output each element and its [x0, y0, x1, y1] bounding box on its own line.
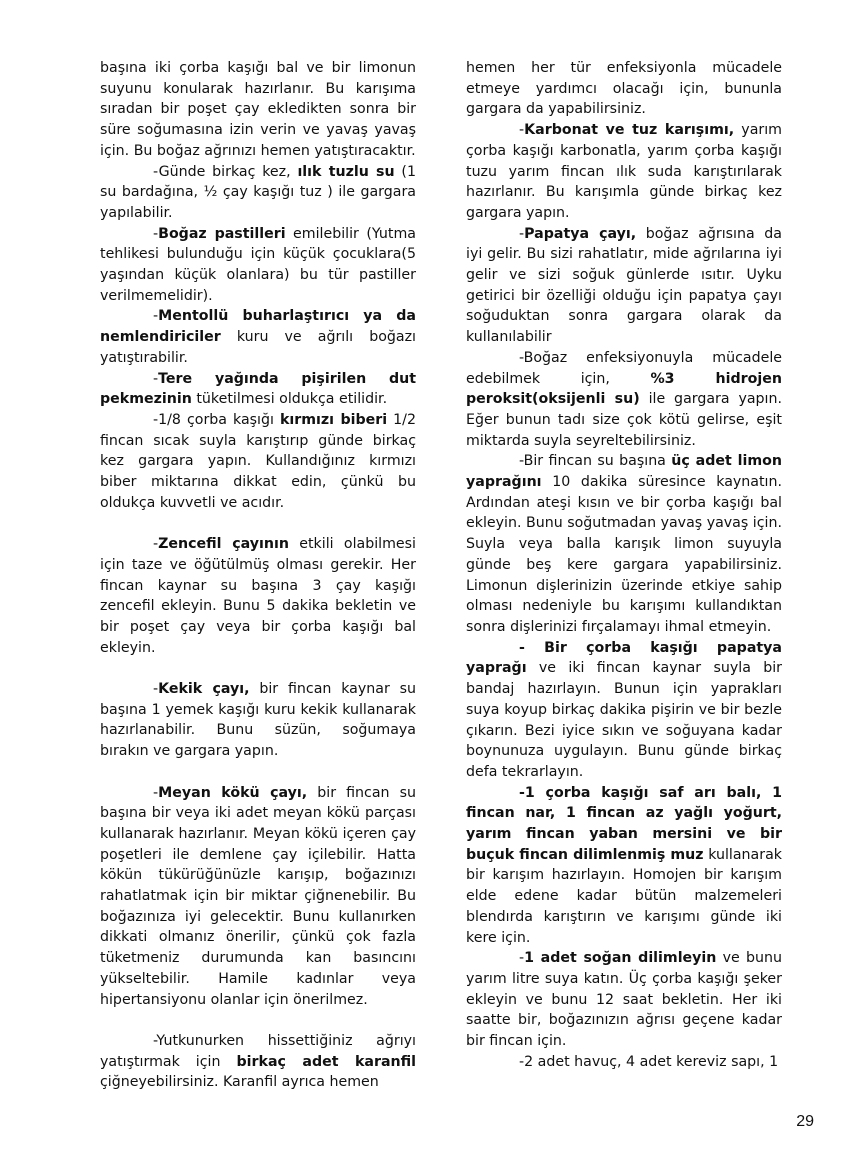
bold-text: Meyan kökü çayı,: [158, 784, 308, 801]
paragraph: [100, 783, 416, 1011]
paragraph: [466, 1052, 782, 1073]
bold-text: Boğaz pastilleri: [158, 225, 286, 242]
text-run: ile gargara yapın. Eğer bunun tadı size çok kötü gelirse, eşit miktarda suyla seyreltebilirsiniz.: [466, 391, 782, 449]
paragraph: [100, 224, 416, 307]
text-run: ve bunu yarım litre suya katın. Üç çorba kaşığı şeker ekleyin ve bunu 12 saat bekletin. Her iki saatte bir, boğazınızın ağrısı geçene kadar bir fincan için.: [466, 950, 782, 1050]
bold-text: Karbonat ve tuz karışımı,: [524, 122, 735, 139]
text-run: -: [153, 536, 159, 553]
text-run: bir fincan su başına bir veya iki adet meyan kökü parçası kullanarak hazırlanır. Meyan kökü içeren çay poşetleri ile demlene çay içilebilir. Hatta kökün tükürüğünüzle karışıp, boğazınızı rahatlatmak için bir miktar çiğnenebilir. Bu boğazınıza iyi gelecektir. Bunu kullanırken dikkati olmanız önerilir, çünkü çok fazla tüketmeniz durumunda kan basıncını yükseltebilir. Hamile kadınlar veya hipertansiyonu olanlar için önerilmez.: [100, 784, 416, 1008]
text-run: -: [153, 308, 159, 325]
paragraph: [466, 451, 782, 637]
bold-text: 1 adet soğan dilimleyin: [524, 950, 717, 967]
text-run: tüketilmesi oldukça etilidir.: [191, 391, 388, 408]
paragraph: [100, 162, 416, 224]
text-run: yarım çorba kaşığı karbonatla, yarım çorba kaşığı tuzu yarım fincan ılık suda karıştırılarak hazırlanır. Bu karışımla günde birkaç kez gargara yapın.: [466, 122, 782, 221]
text-run: -Boğaz enfeksiyonuyla mücadele edebilmek için,: [466, 349, 782, 387]
text-run: 10 dakika süresince kaynatın. Ardından ateşi kısın ve bir çorba kaşığı bal ekleyin. Bunu soğutmadan yavaş yavaş için. Suyla veya balla karışık limon suyuyla günde beş kere gargara yapabilirsiniz. Limonun dişlerinizin üzerinde etkiye sahip olması nedeniyle bu karışımı kullandıktan sonra dişlerinizi fırçalamayı ihmal etmeyin.: [466, 474, 782, 635]
paragraph: [100, 679, 416, 762]
paragraph: [466, 948, 782, 1052]
paragraph: [466, 783, 782, 949]
text-run: -Yutkunurken hissettiğiniz ağrıyı yatıştırmak için: [100, 1032, 416, 1070]
bold-text: - Bir çorba kaşığı papatya yaprağı: [466, 639, 782, 677]
bold-text: Mentollü buharlaştırıcı ya da nemlendiriciler: [100, 308, 416, 346]
bold-text: Papatya çayı,: [524, 225, 637, 242]
paragraph: [466, 348, 782, 452]
text-run: bir fincan kaynar su başına 1 yemek kaşığı kuru kekik kullanarak hazırlanabilir. Bunu süzün, soğumaya bırakın ve gargara yapın.: [100, 681, 416, 760]
bold-text: birkaç adet karanfil: [236, 1053, 416, 1070]
bold-text: %3 hidrojen peroksit(oksijenli su): [466, 370, 782, 408]
text-run: -: [153, 784, 159, 801]
text-run: başına iki çorba kaşığı bal ve bir limonun suyunu konularak hazırlanır. Bu karışıma sıradan bir poşet çay ekledikten sonra bir süre soğumasına izin verin ve yavaş yavaş için. Bu boğaz ağrınızı hemen yatıştıracaktır.: [100, 60, 416, 159]
paragraph: [100, 534, 416, 658]
text-run: boğaz ağrısına da iyi gelir. Bu sizi rahatlatır, mide ağrılarına iyi gelir ve sizi soğuk günlerde ısıtır. Uyku getirici bir özelliği olduğu için papatya çayı soğuduktan sonra gargara olarak da kullanılabilir: [466, 225, 782, 346]
paragraph: [466, 638, 782, 783]
text-run: -2 adet havuç, 4 adet kereviz sapı, 1: [519, 1053, 779, 1070]
text-run: -: [519, 122, 525, 139]
text-run: (1 su bardağına, ½ çay kaşığı tuz ) ile gargara yapılabilir.: [100, 163, 416, 221]
text-run: -1/8 çorba kaşığı: [153, 411, 280, 428]
bold-text: Tere yağında pişirilen dut pekmezinin: [100, 370, 416, 408]
bold-text: Zencefil çayının: [158, 536, 289, 553]
paragraph: [100, 306, 416, 368]
text-run: 1/2 fincan sıcak suyla karıştırıp günde birkaç kez gargara yapın. Kullandığınız kırmızı biber miktarına dikkat edin, çünkü bu oldukça kuvvetli ve acıdır.: [100, 411, 416, 511]
paragraph: [466, 120, 782, 224]
paragraph: [100, 58, 416, 162]
paragraph: [466, 224, 782, 348]
text-run: hemen her tür enfeksiyonla mücadele etmeye yardımcı olacağı için, bununla gargara da yapabilirsiniz.: [466, 60, 782, 118]
text-run: etkili olabilmesi için taze ve öğütülmüş olması gerekir. Her fincan kaynar su başına 3 çay kaşığı zencefil ekleyin. Bunu 5 dakika bekletin ve bir poşet çay veya bir çorba kaşığı bal ekleyin.: [100, 536, 416, 656]
text-run: çiğneyebilirsiniz. Karanfil ayrıca hemen: [100, 1074, 379, 1091]
text-run: kullanarak bir karışım hazırlayın. Homojen bir karışım elde edene kadar bütün malzemeleri blendırda karıştırın ve karışımı günde iki kere için.: [466, 846, 782, 946]
bold-text: Kekik çayı,: [158, 681, 250, 698]
paragraph: [100, 410, 416, 514]
bold-text: üç adet limon yaprağını: [466, 453, 782, 491]
left-column: [100, 58, 416, 1093]
paragraph: [466, 58, 782, 120]
text-run: -: [153, 370, 159, 387]
text-run: kuru ve ağrılı boğazı yatıştırabilir.: [100, 329, 416, 366]
bold-text: -1 çorba kaşığı saf arı balı, 1 fincan nar, 1 fincan az yağlı yoğurt, yarım fincan yaban mersini ve bir buçuk fincan dilimlenmiş muz: [466, 784, 782, 863]
text-run: -: [519, 950, 525, 967]
bold-text: ılık tuzlu su: [297, 163, 395, 180]
paragraph: [100, 1031, 416, 1093]
text-run: -: [153, 225, 159, 242]
text-run: -: [153, 681, 159, 698]
text-run: -Günde birkaç kez,: [153, 163, 298, 180]
text-run: -: [519, 225, 525, 242]
text-run: ve iki fincan kaynar suyla bir bandaj hazırlayın. Bunun için yaprakları suya koyup birkaç dakika pişirin ve bir bezle çıkarın. Bezi iyice sıkın ve soğuyana kadar boynunuza uygulayın. Bunu günde birkaç defa tekrarlayın.: [466, 660, 782, 780]
right-column: [466, 58, 782, 1072]
bold-text: kırmızı biberi: [279, 411, 388, 428]
text-run: emilebilir (Yutma tehlikesi bulunduğu için küçük çocuklara(5 yaşından küçük olanlara) bu tür pastiller verilmemelidir).: [100, 225, 416, 304]
text-run: -Bir fincan su başına: [519, 453, 672, 470]
page-number: 29: [796, 1113, 814, 1130]
paragraph: [100, 369, 416, 410]
